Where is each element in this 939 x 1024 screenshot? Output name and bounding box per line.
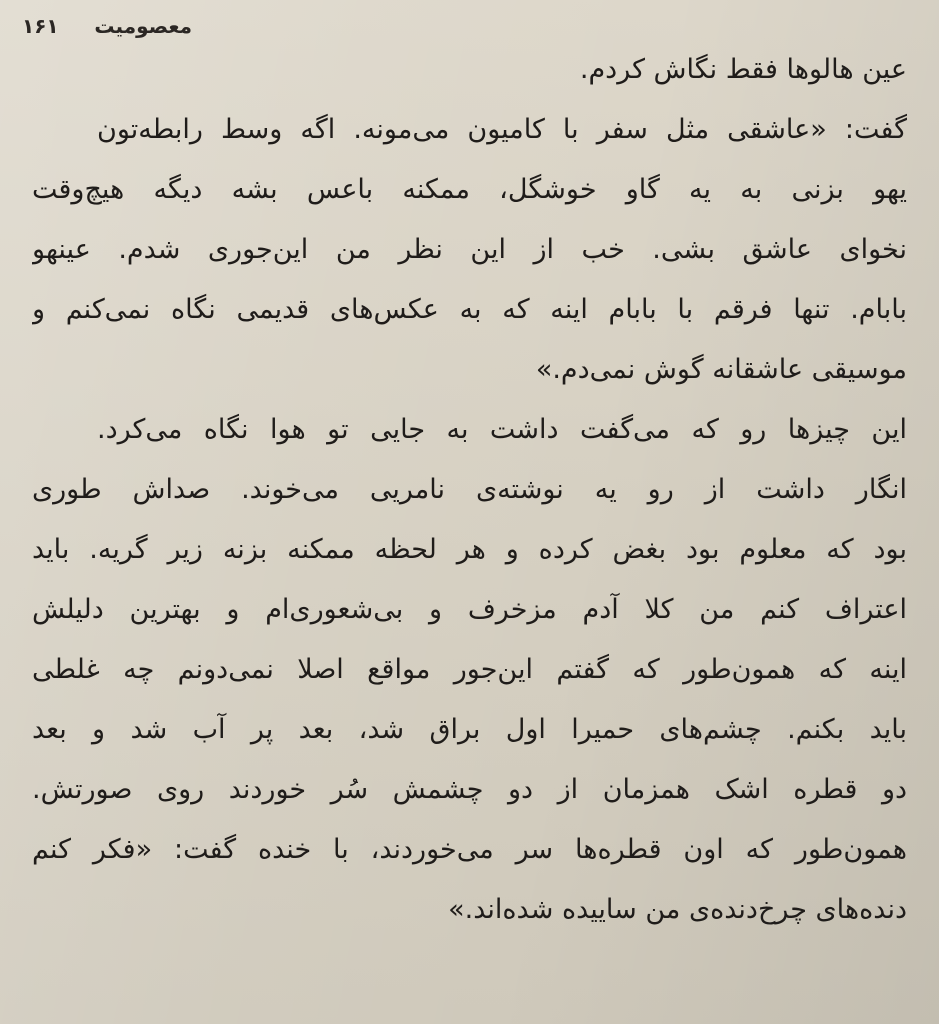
text-line: بود که معلوم بود بغض کرده و هر لحظه ممکنه بزنه زیر گریه. باید xyxy=(32,534,907,565)
text-line: عین هالوها فقط نگاش کردم. xyxy=(579,54,907,85)
text-line: نخوای عاشق بشی. خب از این نظر من این‌جوری شدم. عینهو xyxy=(32,234,907,265)
text-line: همون‌طور که اون قطره‌ها سر می‌خوردند، با خنده گفت: «فکر کنم xyxy=(32,834,907,865)
chapter-title: معصومیت xyxy=(94,14,192,38)
text-line: انگار داشت از رو یه نوشته‌ی نامریی می‌خوند. صداش طوری xyxy=(32,474,907,505)
page-number: ۱۶۱ xyxy=(22,14,59,38)
body-text xyxy=(0,40,939,1024)
text-line: گفت: «عاشقی مثل سفر با کامیون می‌مونه. اگه وسط رابطه‌تون xyxy=(97,114,907,145)
text-line: باید بکنم. چشم‌های حمیرا اول براق شد، بعد پر آب شد و بعد xyxy=(32,714,907,745)
text-line: اینه که همون‌طور که گفتم این‌جور مواقع اصلا نمی‌دونم چه غلطی xyxy=(32,654,907,685)
text-line: دو قطره اشک همزمان از دو چشمش سُر خوردند روی صورتش. xyxy=(32,774,907,805)
text-line: اعتراف کنم من کلا آدم مزخرف و بی‌شعوری‌ام و بهترین دلیلش xyxy=(32,594,907,625)
text-line: این چیزها رو که می‌گفت داشت به جایی تو هوا نگاه می‌کرد. xyxy=(97,414,907,445)
text-line: موسیقی عاشقانه گوش نمی‌دم.» xyxy=(535,354,907,385)
text-line: بابام. تنها فرقم با بابام اینه که به عکس‌های قدیمی نگاه نمی‌کنم و xyxy=(32,294,907,325)
text-line: دنده‌های چرخ‌دنده‌ی من ساییده شده‌اند.» xyxy=(448,894,907,925)
text-line: یهو بزنی به یه گاو خوشگل، ممکنه باعس بشه دیگه هیچ‌وقت xyxy=(32,174,907,205)
